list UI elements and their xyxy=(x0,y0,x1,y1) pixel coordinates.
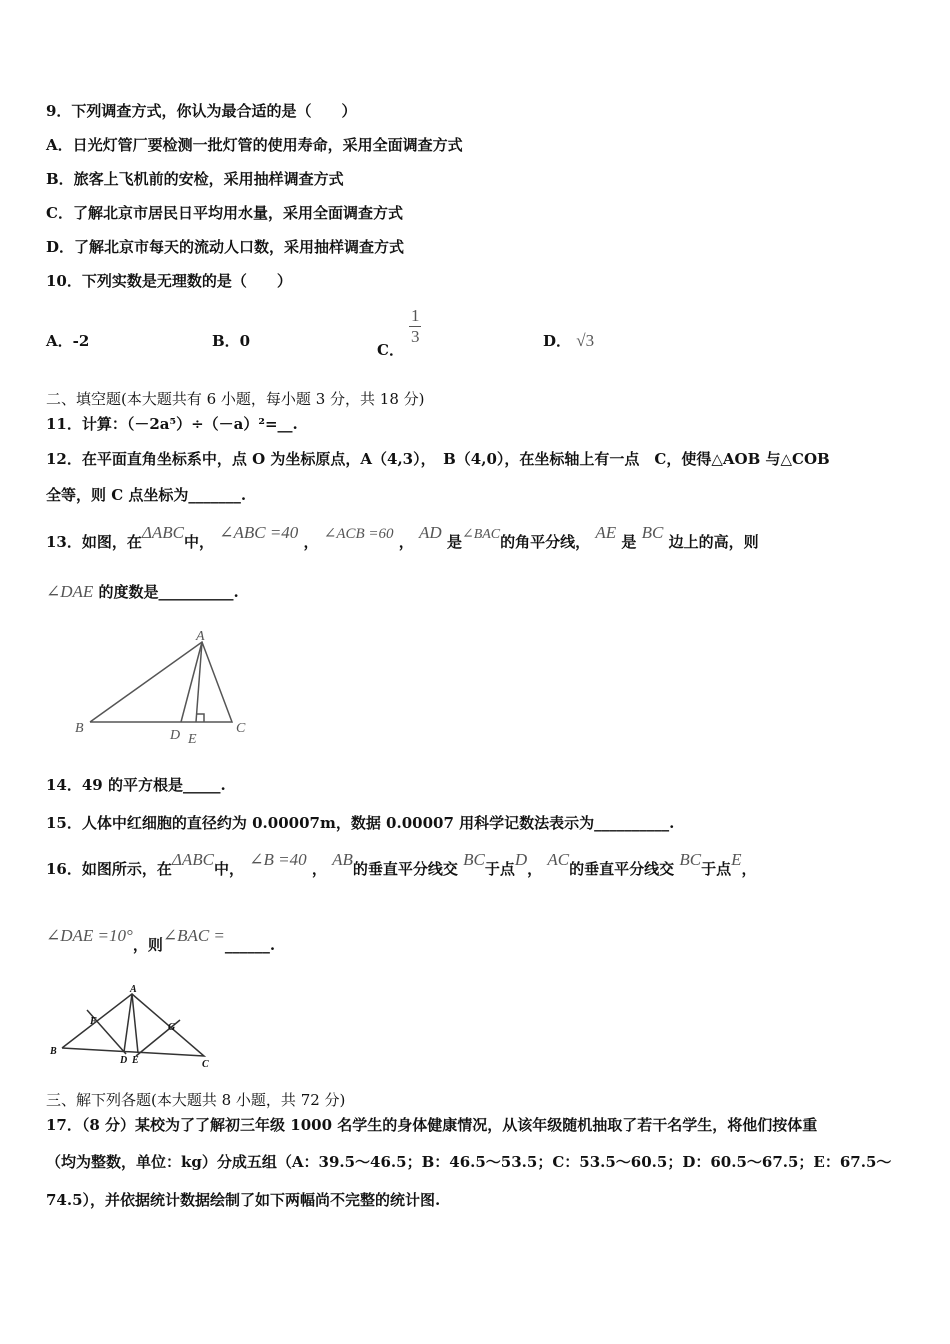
q10-stem: 10．下列实数是无理数的是（ ） xyxy=(46,272,292,290)
q16-text: ， xyxy=(527,860,543,878)
q16-text: 于点 xyxy=(484,860,515,878)
q16-text: 的垂直平分线交 xyxy=(352,860,458,878)
q16-line-2 xyxy=(46,926,276,955)
q9-option-c: C．了解北京市居民日平均用水量，采用全面调查方式 xyxy=(46,204,403,222)
q13-text: ， xyxy=(303,533,319,551)
label-b: B xyxy=(50,1046,57,1057)
q10-option-c-label: C． xyxy=(377,340,404,359)
section-3-heading: 三、解下列各题(本大题共 8 小题，共 72 分) xyxy=(46,1091,346,1109)
segment-ad xyxy=(124,994,132,1052)
fraction-numerator: 1 xyxy=(410,306,420,325)
q16-text: ， xyxy=(741,860,757,878)
q10-option-c xyxy=(377,306,421,359)
q16-text: 的垂直平分线交 xyxy=(569,860,675,878)
q13-text: 边上的高，则 xyxy=(668,533,759,551)
q16-math-ab: AB xyxy=(332,850,353,869)
q13-text: ， xyxy=(398,533,414,551)
q13-text: 的角平分线， xyxy=(500,533,591,551)
q13-math-bc: BC xyxy=(641,523,664,542)
q16-math-angle-b: ∠B =40 xyxy=(249,850,307,869)
q10-option-a: A．-2 xyxy=(46,332,90,350)
label-c: C xyxy=(202,1059,209,1070)
sqrt-three: √3 xyxy=(576,331,595,350)
q16-math-e: E xyxy=(731,850,742,869)
q12-line-2: 全等，则 C 点坐标为_______. xyxy=(46,486,247,504)
q15-text: 15．人体中红细胞的直径约为 0.00007m，数据 0.00007 用科学记数法表示为__________. xyxy=(46,814,675,832)
q13-text: 13．如图，在 xyxy=(46,533,142,551)
q16-math-triangle: ΔABC xyxy=(171,850,214,869)
q13-line-2 xyxy=(46,582,239,602)
q13-text: 是 xyxy=(446,533,462,551)
q10-option-b: B．0 xyxy=(212,332,251,350)
q16-text: ， xyxy=(311,860,327,878)
right-angle-mark xyxy=(197,714,204,722)
q9-option-a: A．日光灯管厂要检测一批灯管的使用寿命，采用全面调查方式 xyxy=(46,136,463,154)
q9-stem: 9．下列调查方式，你认为最合适的是（ ） xyxy=(46,102,357,120)
q10-option-d-label: D． xyxy=(543,332,572,350)
label-b: B xyxy=(75,721,84,736)
q13-math-angle-dae: ∠DAE xyxy=(46,582,94,601)
label-e: E xyxy=(132,1055,139,1066)
q14-text: 14．49 的平方根是_____. xyxy=(46,776,226,794)
q9-option-d: D．了解北京市每天的流动人口数，采用抽样调查方式 xyxy=(46,238,405,256)
q17-line-3: 74.5），并依据统计数据绘制了如下两幅尚不完整的统计图. xyxy=(46,1191,441,1209)
q13-math-triangle: ΔABC xyxy=(141,523,184,542)
q13-math-angle-acb: ∠ACB =60 xyxy=(323,526,394,542)
q13-text: 中， xyxy=(183,533,214,551)
q12-line-1: 12．在平面直角坐标系中，点 O 为坐标原点，A（4,3）， B（4,0），在坐标轴上有一点 C，使得△AOB 与△COB xyxy=(46,450,830,468)
section-2-heading: 二、填空题(本大题共有 6 小题，每小题 3 分，共 18 分) xyxy=(46,390,425,408)
q16-text: 中， xyxy=(213,860,244,878)
label-a: A xyxy=(196,630,205,644)
q16-triangle-figure xyxy=(44,982,224,1072)
q16-text: ，则 xyxy=(132,936,163,954)
q13-triangle-figure xyxy=(60,630,270,750)
label-f: F xyxy=(90,1016,97,1027)
triangle-abc xyxy=(90,642,232,722)
q13-text: 的度数是__________. xyxy=(98,583,239,601)
q16-math-bc-2: BC xyxy=(679,850,702,869)
q13-math-ad: AD xyxy=(419,523,442,542)
label-g: G xyxy=(168,1022,176,1033)
q9-option-b: B．旅客上飞机前的安检，采用抽样调查方式 xyxy=(46,170,344,188)
label-d: D xyxy=(120,1055,128,1066)
q16-math-angle-bac: ∠BAC = xyxy=(162,926,225,945)
q16-line-1 xyxy=(46,850,757,879)
q16-math-ac: AC xyxy=(547,850,570,869)
label-a: A xyxy=(130,984,137,995)
segment-ae xyxy=(132,994,138,1053)
q16-math-angle-dae: ∠DAE =10° xyxy=(46,926,133,945)
label-e: E xyxy=(188,732,197,747)
label-d: D xyxy=(170,728,181,743)
q16-text: 16．如图所示，在 xyxy=(46,860,172,878)
q13-text: 是 xyxy=(621,533,637,551)
q16-text: ______. xyxy=(224,936,276,954)
q16-math-d: D xyxy=(514,850,528,869)
q16-math-bc: BC xyxy=(463,850,485,869)
q10-option-c-fraction xyxy=(409,306,421,347)
q17-line-1: 17．（8 分）某校为了了解初三年级 1000 名学生的身体健康情况，从该年级随机抽取了若干名学生，将他们按体重 xyxy=(46,1116,818,1134)
q16-text: 于点 xyxy=(701,860,732,878)
q13-math-ae: AE xyxy=(595,523,617,542)
q17-line-2: （均为整数，单位：kg）分成五组（A：39.5～46.5；B：46.5～53.5；C：53.5～60.5；D：60.5～67.5；E：67.5～ xyxy=(46,1153,892,1171)
fraction-denominator: 3 xyxy=(410,327,420,346)
q13-line-1 xyxy=(46,523,759,554)
q10-option-d xyxy=(543,330,594,351)
q11-text: 11．计算：（－2a⁵）÷（－a）²=__. xyxy=(46,415,298,433)
q13-math-angle-bac: ∠BAC xyxy=(461,527,501,542)
label-c: C xyxy=(236,721,246,736)
q13-math-angle-abc: ∠ABC =40 xyxy=(219,523,299,542)
